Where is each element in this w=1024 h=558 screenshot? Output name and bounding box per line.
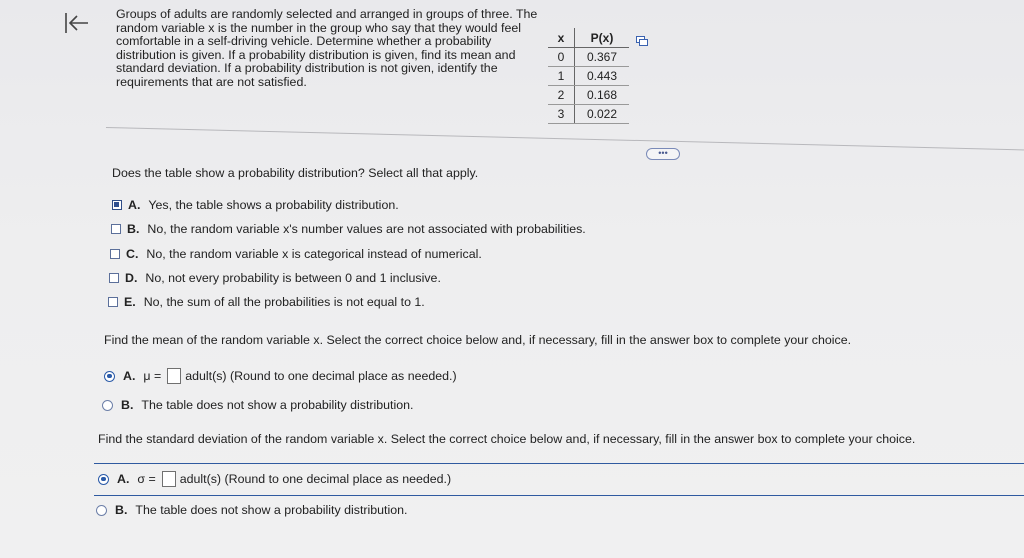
checkbox-icon[interactable] [110, 249, 120, 259]
table-row [548, 86, 629, 105]
radio-selected-icon[interactable] [98, 474, 109, 485]
table-cell-px: 0.443 [575, 67, 630, 86]
mu-symbol: μ = [143, 369, 162, 383]
question-distribution: Does the table show a probability distribution? Select all that apply. [112, 166, 479, 180]
question-mean: Find the mean of the random variable x. Select the correct choice below and, if necessary, fill in the answer box to complete your choice. [104, 333, 852, 347]
option-letter: B. [121, 398, 134, 412]
radio-icon[interactable] [102, 400, 113, 411]
table-cell-px: 0.168 [575, 86, 630, 105]
option-letter: C. [126, 247, 139, 261]
probability-table [548, 28, 629, 124]
table-header-x: x [548, 28, 575, 48]
option-text: Yes, the table shows a probability distribution. [148, 198, 399, 212]
checkbox-option-d[interactable] [109, 271, 441, 285]
option-letter: A. [117, 472, 130, 486]
table-row [548, 105, 629, 124]
checkbox-option-a[interactable] [112, 198, 399, 212]
checkbox-checked-icon[interactable] [112, 200, 122, 210]
table-row [548, 67, 629, 86]
table-header-px: P(x) [575, 28, 630, 48]
sigma-symbol: σ = [137, 472, 156, 486]
table-cell-px: 0.367 [575, 48, 630, 67]
table-cell-px: 0.022 [575, 105, 630, 124]
selected-row-bottom-border [94, 495, 1024, 496]
checkbox-option-c[interactable] [110, 247, 482, 261]
mean-answer-input[interactable] [167, 368, 181, 384]
option-text: adult(s) (Round to one decimal place as needed.) [179, 472, 452, 486]
option-text: The table does not show a probability distribution. [141, 398, 414, 412]
option-letter: A. [123, 369, 136, 383]
checkbox-option-e[interactable] [108, 295, 425, 309]
sd-option-a[interactable] [98, 471, 451, 487]
radio-selected-icon[interactable] [104, 371, 115, 382]
section-divider [106, 127, 1024, 151]
option-letter: E. [124, 295, 136, 309]
option-text: No, the sum of all the probabilities is not equal to 1. [143, 295, 425, 309]
option-letter: A. [128, 198, 141, 212]
checkbox-option-b[interactable] [111, 222, 586, 236]
radio-icon[interactable] [96, 505, 107, 516]
copy-table-icon[interactable] [636, 33, 648, 43]
table-cell-x: 0 [548, 48, 575, 67]
table-cell-x: 3 [548, 105, 575, 124]
table-cell-x: 2 [548, 86, 575, 105]
back-to-start-icon[interactable] [62, 10, 92, 36]
selected-row-top-border [94, 463, 1024, 464]
question-standard-deviation: Find the standard deviation of the random variable x. Select the correct choice below and, if necessary, fill in the answer box to complete your choice. [98, 432, 916, 446]
option-text: No, the random variable x's number values are not associated with probabilities. [147, 222, 586, 236]
option-letter: D. [125, 271, 138, 285]
option-text: No, the random variable x is categorical instead of numerical. [146, 247, 482, 261]
checkbox-icon[interactable] [108, 297, 118, 307]
mean-option-a[interactable] [104, 368, 457, 384]
sd-option-b[interactable] [96, 503, 407, 517]
checkbox-icon[interactable] [109, 273, 119, 283]
sd-answer-input[interactable] [162, 471, 176, 487]
mean-option-b[interactable] [102, 398, 413, 412]
option-text: The table does not show a probability distribution. [135, 503, 408, 517]
option-text: No, not every probability is between 0 and 1 inclusive. [145, 271, 441, 285]
expand-more-button[interactable]: ••• [646, 148, 680, 160]
problem-statement: Groups of adults are randomly selected and arranged in groups of three. The random variable x is the number in the group who say that they would feel comfortable in a self-driving vehicle. Determine whether a probability distribution is given. If a probability distribution is given, find its mean and standard deviation. If a probability distribution is not given, identify the requirements that are not satisfied. [116, 7, 538, 89]
table-row [548, 48, 629, 67]
option-letter: B. [127, 222, 140, 236]
option-letter: B. [115, 503, 128, 517]
checkbox-icon[interactable] [111, 224, 121, 234]
table-cell-x: 1 [548, 67, 575, 86]
option-text: adult(s) (Round to one decimal place as needed.) [185, 369, 457, 383]
